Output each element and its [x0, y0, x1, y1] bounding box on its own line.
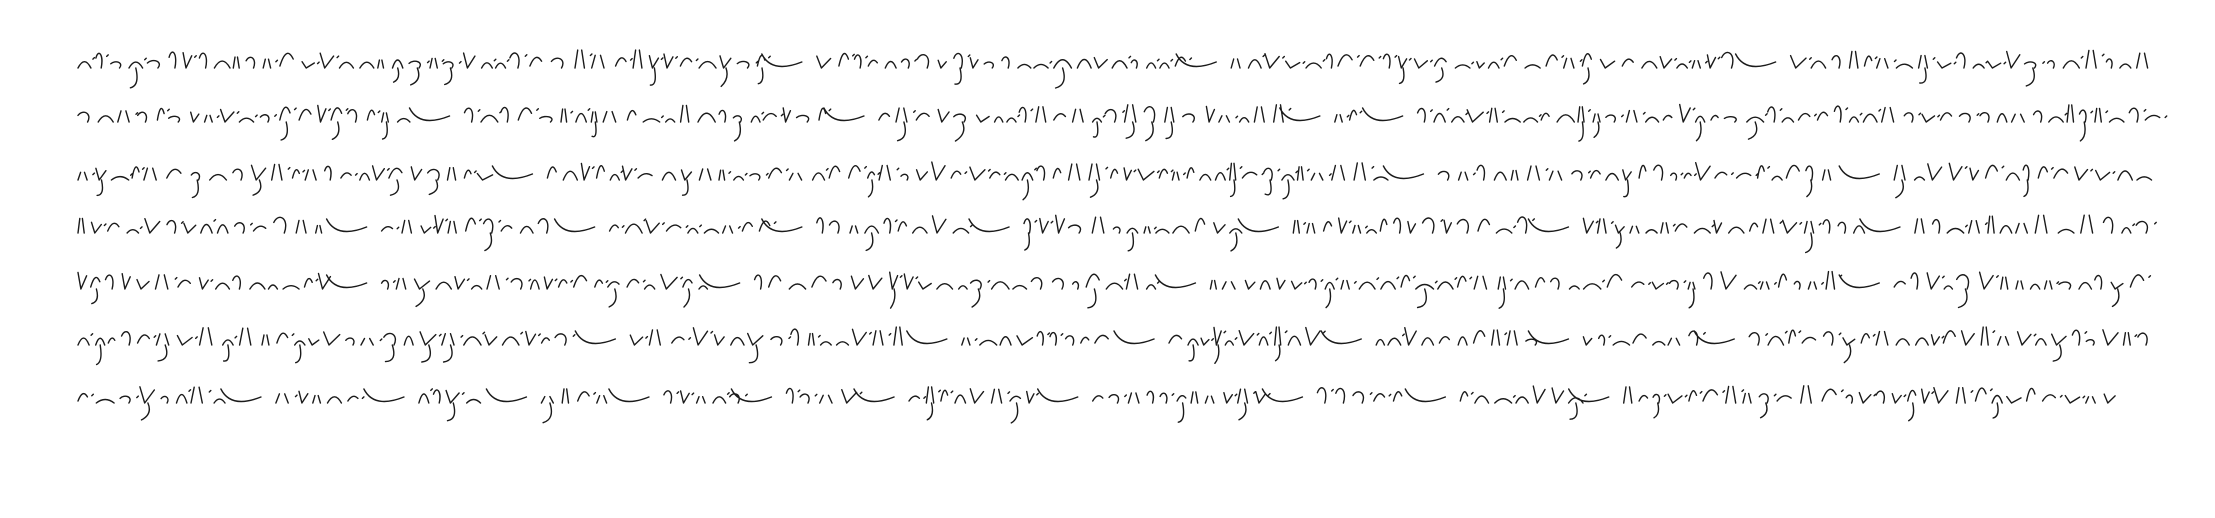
manuscript-line — [78, 215, 2156, 252]
manuscript-line — [78, 272, 2150, 309]
handwritten-stroke — [78, 50, 2148, 88]
manuscript-line — [78, 50, 2148, 88]
manuscript-line — [78, 327, 2147, 364]
manuscript-line — [78, 105, 2167, 142]
handwritten-stroke — [78, 105, 2167, 142]
manuscript-line — [78, 162, 2152, 200]
handwritten-stroke — [78, 327, 2147, 364]
handwritten-stroke — [78, 215, 2156, 252]
handwritten-stroke — [78, 162, 2152, 200]
manuscript-lines — [78, 50, 2167, 423]
manuscript-line — [78, 386, 2115, 423]
handwritten-stroke — [78, 272, 2150, 309]
handwritten-stroke — [78, 386, 2115, 423]
